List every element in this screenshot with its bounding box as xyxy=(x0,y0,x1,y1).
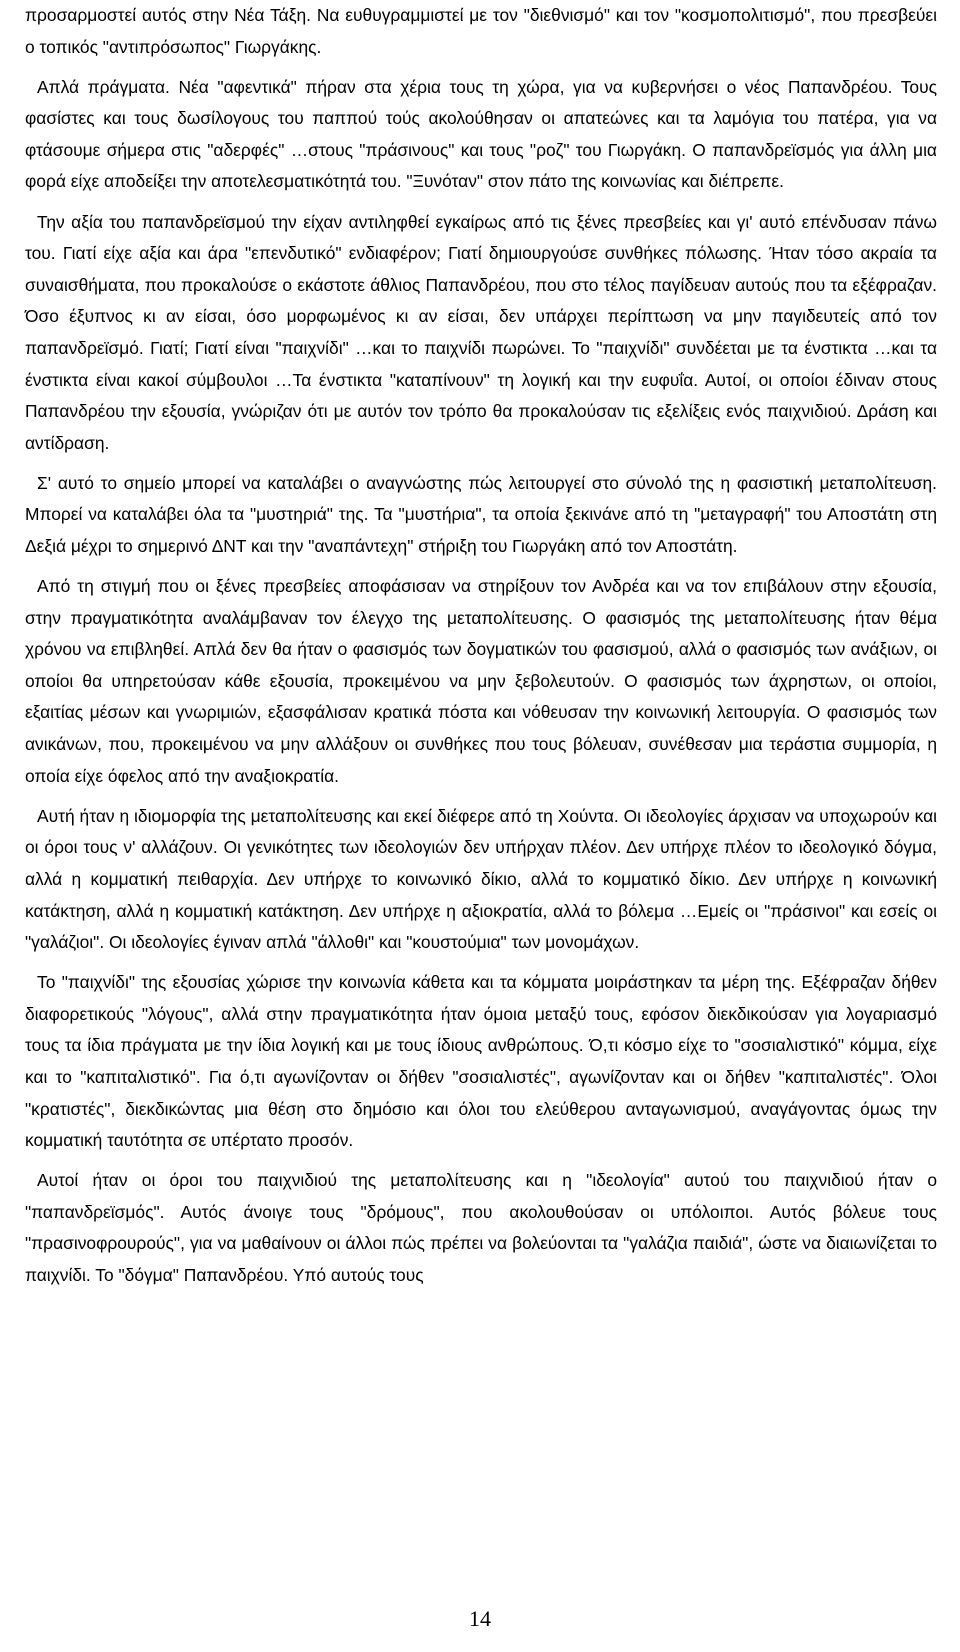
paragraph-8: Αυτοί ήταν οι όροι του παιχνιδιού της μεταπολίτευσης και η "ιδεολογία" αυτού του παιχνιδιού ήταν ο "παπανδρεϊσμός". Αυτός άνοιγε τους "δρόμους", που ακολουθούσαν οι υπόλοιποι. Αυτός βόλευε τους "πρασινοφρουρούς", για να μαθαίνουν οι άλλοι πώς πρέπει να βολεύονται τα "γαλάζια παιδιά", ώστε να διαιωνίζεται το παιχνίδι. Το "δόγμα" Παπανδρέου. Υπό αυτούς τους xyxy=(25,1170,937,1286)
paragraph-7: Το "παιχνίδι" της εξουσίας χώρισε την κοινωνία κάθετα και τα κόμματα μοιράστηκαν τα μέρη της. Εξέφραζαν δήθεν διαφορετικούς "λόγους", αλλά στην πραγματικότητα ήταν όμοια μεταξύ τους, εφόσον διεκδικούσαν για λογαριασμό τους τα ίδια πράγματα με την ίδια λογική και με τους ίδιους ανθρώπους. Ό,τι κόσμο είχε το "σοσιαλιστικό" κόμμα, είχε και το "καπιταλιστικό". Για ό,τι αγωνίζονταν οι δήθεν "σοσιαλιστές", αγωνίζονταν και οι δήθεν "καπιταλιστές". Όλοι "κρατιστές", διεκδικώντας μια θέση στο δημόσιο και όλοι του ελεύθερου ανταγωνισμού, αναγάγοντας όμως την κομματική ταυτότητα σε υπέρτατο προσόν. xyxy=(25,972,937,1151)
paragraph-3: Την αξία του παπανδρεϊσμού την είχαν αντιληφθεί εγκαίρως από τις ξένες πρεσβείες και γι' αυτό επένδυσαν πάνω του. Γιατί είχε αξία και άρα "επενδυτικό" ενδιαφέρον; Γιατί δημιουργούσε συνθήκες πόλωσης. Ήταν τόσο ακραία τα συναισθήματα, που προκαλούσε ο εκάστοτε άθλιος Παπανδρέου, που στο τέλος παγίδευαν αυτούς που τα εξέφραζαν. Όσο έξυπνος κι αν είσαι, όσο μορφωμένος κι αν είσαι, δεν υπάρχει περίπτωση να μην παγιδευτείς από τον παπανδρεϊσμό. Γιατί; Γιατί είναι "παιχνίδι" …και το παιχνίδι πωρώνει. Το "παιχνίδι" συνδέεται με τα ένστικτα …και τα ένστικτα είναι κακοί σύμβουλοι …Τα ένστικτα "καταπίνουν" τη λογική και την ευφυΐα. Αυτοί, οι οποίοι έδιναν στους Παπανδρέου την εξουσία, γνώριζαν ότι με αυτόν τον τρόπο θα προκαλούσαν τις εξελίξεις ενός παιχνιδιού. Δράση και αντίδραση. xyxy=(25,211,937,453)
paragraph-2: Απλά πράγματα. Νέα "αφεντικά" πήραν στα χέρια τους τη χώρα, για να κυβερνήσει ο νέος Παπανδρέου. Τους φασίστες και τους δωσίλογους του παππού τούς ακολούθησαν οι απατεώνες και τα λαμόγια του πατέρα, για να φτάσουμε σήμερα στις "αδερφές" …στους "πράσινους" και τους "ροζ" του Γιωργάκη. Ο παπανδρεϊσμός για άλλη μια φορά είχε αποδείξει την αποτελεσματικότητά του. "Ξυνόταν" στον πάτο της κοινωνίας και διέπρεπε. xyxy=(25,76,937,192)
paragraph-4: Σ' αυτό το σημείο μπορεί να καταλάβει ο αναγνώστης πώς λειτουργεί στο σύνολό της η φασιστική μεταπολίτευση. Μπορεί να καταλάβει όλα τα "μυστηριά" της. Τα "μυστήρια", τα οποία ξεκινάνε από τη "μεταγραφή" του Αποστάτη στη Δεξιά μέχρι το σημερινό ΔΝΤ και την "αναπάντεχη" στήριξη του Γιωργάκη από τον Αποστάτη. xyxy=(25,472,937,556)
paragraph-1: προσαρμοστεί αυτός στην Νέα Τάξη. Να ευθυγραμμιστεί με τον "διεθνισμό" και τον "κοσμοπολιτισμό", που πρεσβεύει ο τοπικός "αντιπρόσωπος" Γιωργάκης. xyxy=(25,5,937,57)
page-number: 14 xyxy=(469,1606,491,1631)
document-page xyxy=(25,0,937,1300)
paragraph-6: Αυτή ήταν η ιδιομορφία της μεταπολίτευσης και εκεί διέφερε από τη Χούντα. Οι ιδεολογίες άρχισαν να υποχωρούν και οι όροι τους ν' αλλάζουν. Οι γενικότητες των ιδεολογιών δεν υπήρχαν πλέον. Δεν υπήρχε πλέον το ιδεολογικό δόγμα, αλλά η κομματική πειθαρχία. Δεν υπήρχε το κοινωνικό δίκιο, αλλά το κομματικό δίκιο. Δεν υπήρχε η κοινωνική κατάκτηση, αλλά η κομματική κατάκτηση. Δεν υπήρχε η αξιοκρατία, αλλά το βόλεμα …Εμείς οι "πράσινοι" και εσείς οι "γαλάζιοι". Οι ιδεολογίες έγιναν απλά "άλλοθι" και "κουστούμια" των μονομάχων. xyxy=(25,805,937,953)
paragraph-5: Από τη στιγμή που οι ξένες πρεσβείες αποφάσισαν να στηρίξουν τον Ανδρέα και να τον επιβάλουν στην εξουσία, στην πραγματικότητα αναλάμβαναν τον έλεγχο της μεταπολίτευσης. Ο φασισμός της μεταπολίτευσης ήταν θέμα χρόνου να επιβληθεί. Απλά δεν θα ήταν ο φασισμός των δογματικών του φασισμού, αλλά ο φασισμός των ανάξιων, οι οποίοι θα υπηρετούσαν κάθε εξουσία, προκειμένου να μην ξεβολευτούν. Ο φασισμός των άχρηστων, οι οποίοι, εξαιτίας μέσων και γνωριμιών, εξασφάλισαν κρατικά πόστα και νόθευσαν την κοινωνική λειτουργία. Ο φασισμός των ανικάνων, που, προκειμένου να μην αλλάξουν οι συνθήκες που τους βόλευαν, συνέθεσαν μια τεράστια συμμορία, η οποία είχε όφελος από την αναξιοκρατία. xyxy=(25,576,937,786)
